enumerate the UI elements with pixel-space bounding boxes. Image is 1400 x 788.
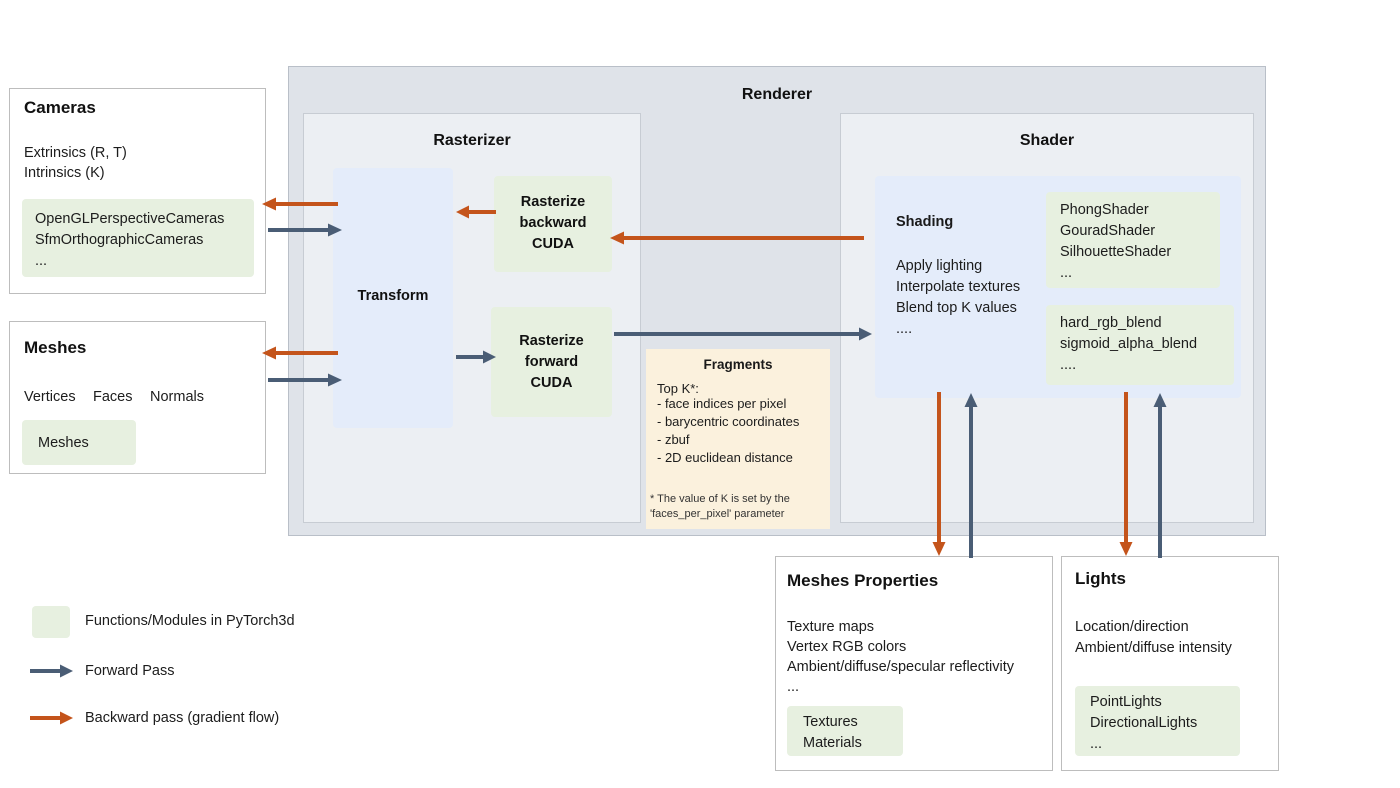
shading-line-1: Apply lighting (896, 258, 983, 274)
mesh-properties-module-2: Materials (803, 735, 862, 751)
meshes-column-normals: Normals (150, 389, 204, 405)
lights-module-3: ... (1090, 736, 1103, 752)
blend-module-2: sigmoid_alpha_blend (1060, 336, 1198, 352)
arrow-backward-shader-to-rasterizer (608, 230, 866, 246)
rasterize-backward-line-3: CUDA (532, 236, 574, 252)
meshes-title: Meshes (24, 338, 87, 357)
fragments-item-3: - zbuf (657, 432, 690, 447)
shader-module-1: PhongShader (1060, 202, 1149, 218)
shading-line-4: .... (896, 321, 913, 337)
rasterize-forward-line-3: CUDA (530, 375, 573, 391)
shader-module-3: SilhouetteShader (1060, 244, 1172, 260)
rasterizer-title: Rasterizer (433, 132, 511, 149)
blend-module-1: hard_rgb_blend (1060, 315, 1162, 331)
rasterize-forward-line-1: Rasterize (519, 333, 584, 349)
arrow-forward-transform-to-rasterizer (456, 349, 498, 365)
lights-line-2: Ambient/diffuse intensity (1075, 640, 1232, 656)
mesh-properties-module-1: Textures (803, 714, 858, 730)
blend-module-3: .... (1060, 357, 1077, 373)
rasterize-backward-line-2: backward (519, 215, 587, 231)
cameras-module-3: ... (35, 253, 48, 269)
meshes-column-faces: Faces (93, 389, 133, 405)
fragments-footnote-line-1: * The value of K is set by the (650, 493, 790, 505)
legend-label-forward: Forward Pass (85, 663, 175, 679)
arrow-forward-lights-to-shader (1152, 392, 1168, 558)
mesh-properties-line-4: ... (787, 679, 800, 695)
mesh-properties-line-1: Texture maps (787, 619, 875, 635)
lights-title: Lights (1075, 569, 1126, 588)
arrow-forward-rasterizer-to-shader (614, 326, 874, 342)
shader-module-4: ... (1060, 265, 1073, 281)
legend-forward-arrow-icon (30, 663, 74, 679)
mesh-properties-line-3: Ambient/diffuse/specular reflectivity (787, 659, 1015, 675)
arrow-forward-meshes (268, 372, 344, 388)
rasterize-forward-line-2: forward (524, 354, 579, 370)
arrow-backward-shader-to-lights (1118, 392, 1134, 558)
shader-module-2: GouradShader (1060, 223, 1156, 239)
fragments-item-2: - barycentric coordinates (657, 414, 800, 429)
lights-line-1: Location/direction (1075, 619, 1189, 635)
shading-line-2: Interpolate textures (896, 279, 1021, 295)
meshes-column-vertices: Vertices (24, 389, 76, 405)
cameras-line-2: Intrinsics (K) (24, 165, 105, 181)
fragments-item-1: - face indices per pixel (657, 396, 787, 411)
cameras-title: Cameras (24, 98, 96, 117)
lights-module-1: PointLights (1090, 694, 1162, 710)
shading-title: Shading (896, 214, 954, 230)
fragments-subtitle: Top K*: (657, 381, 699, 396)
shader-title: Shader (1019, 132, 1075, 149)
cameras-line-1: Extrinsics (R, T) (24, 145, 127, 161)
arrow-backward-rasterizer-to-transform (454, 204, 498, 220)
lights-module-2: DirectionalLights (1090, 715, 1198, 731)
meshes-module-1: Meshes (38, 435, 89, 451)
legend-backward-arrow-icon (30, 710, 74, 726)
shading-line-3: Blend top K values (896, 300, 1017, 316)
legend-label-backward: Backward pass (gradient flow) (85, 710, 280, 726)
fragments-footnote-line-2: 'faces_per_pixel' parameter (650, 508, 785, 520)
cameras-module-1: OpenGLPerspectiveCameras (35, 211, 225, 227)
arrow-forward-mesh-properties-to-shader (963, 392, 979, 558)
arrow-backward-shader-to-mesh-properties (931, 392, 947, 558)
arrow-backward-cameras (260, 196, 340, 212)
mesh-properties-title: Meshes Properties (787, 571, 939, 590)
renderer-title: Renderer (741, 86, 813, 103)
fragments-title: Fragments (703, 357, 773, 372)
fragments-item-4: - 2D euclidean distance (657, 450, 793, 465)
mesh-properties-line-2: Vertex RGB colors (787, 639, 907, 655)
arrow-backward-meshes (260, 345, 340, 361)
legend-swatch (32, 606, 70, 638)
arrow-forward-cameras (268, 222, 344, 238)
transform-label: Transform (357, 288, 429, 304)
rasterize-backward-line-1: Rasterize (520, 194, 586, 210)
legend-label-modules: Functions/Modules in PyTorch3d (85, 613, 295, 629)
cameras-module-2: SfmOrthographicCameras (35, 232, 204, 248)
